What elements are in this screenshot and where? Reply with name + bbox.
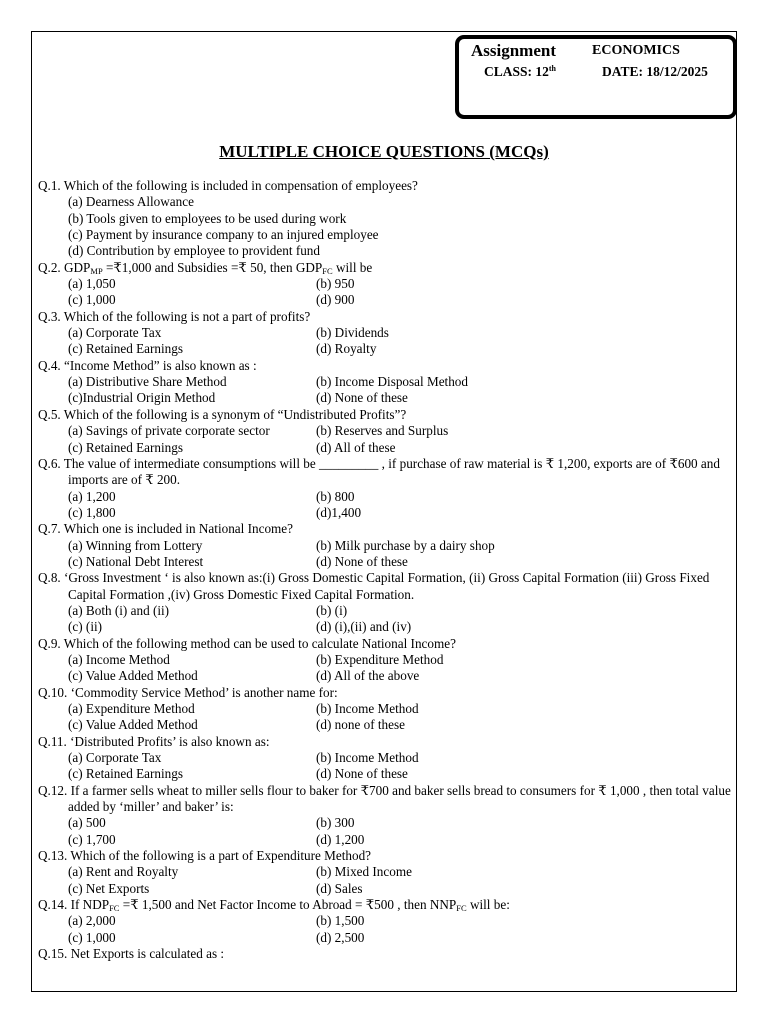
question-4	[38, 358, 734, 407]
question-text: Q.12. If a farmer sells wheat to miller sells flour to baker for ₹700 and baker sells bread to consumers for ₹ 1,000 , then total value added by ‘miller’ and baker’ is:	[38, 782, 731, 815]
option-b: (b) 300	[316, 815, 355, 831]
question-text: Q.11. ‘Distributed Profits’ is also known as:	[38, 733, 270, 749]
option-c: (c) 1,800	[68, 504, 116, 520]
question-text: Q.10. ‘Commodity Service Method’ is another name for:	[38, 684, 338, 700]
option-d: (d) Contribution by employee to provident fund	[68, 243, 320, 259]
option-d: (d)1,400	[316, 504, 362, 520]
option-b: (b) Dividends	[316, 325, 389, 341]
option-d: (d) None of these	[316, 766, 408, 782]
question-list	[38, 178, 734, 963]
option-b: (b) Tools given to employees to be used during work	[68, 210, 347, 226]
option-b: (b) Income Method	[316, 750, 419, 766]
class-label: CLASS: 12th	[484, 64, 557, 79]
option-d: (d) none of these	[316, 717, 405, 733]
option-c: (c) Value Added Method	[68, 668, 198, 684]
option-a: (a) 1,050	[68, 276, 116, 292]
option-b: (b) Income Disposal Method	[316, 374, 468, 390]
question-10	[38, 685, 734, 734]
question-5	[38, 407, 734, 456]
option-c: (c) (ii)	[68, 619, 103, 635]
question-text: Q.13. Which of the following is a part of Expenditure Method?	[38, 848, 372, 864]
option-c: (c) 1,700	[68, 831, 116, 847]
question-text: Q.3. Which of the following is not a part of profits?	[38, 308, 311, 324]
question-text: Q.9. Which of the following method can be used to calculate National Income?	[38, 635, 456, 651]
option-d: (d) All of the above	[316, 668, 420, 684]
date-label: DATE: 18/12/2025	[602, 64, 708, 79]
option-c: (c) Retained Earnings	[68, 766, 183, 782]
option-a: (a) Winning from Lottery	[68, 537, 203, 553]
option-c: (c) Retained Earnings	[68, 439, 183, 455]
option-d: (d) Sales	[316, 880, 363, 896]
option-d: (d) All of these	[316, 439, 396, 455]
option-b: (b) Income Method	[316, 701, 419, 716]
option-a: (a) Both (i) and (ii)	[68, 602, 170, 618]
option-a: (a) Dearness Allowance	[68, 194, 194, 210]
question-9	[38, 636, 734, 685]
option-b: (b) 1,500	[316, 913, 365, 929]
question-2	[38, 260, 734, 309]
option-d: (d) 900	[316, 292, 355, 308]
option-c: (c) Payment by insurance company to an injured employee	[68, 227, 379, 243]
assignment-label: Assignment	[471, 41, 557, 60]
option-d: (d) 1,200	[316, 831, 365, 847]
option-b: (b) 800	[316, 488, 355, 504]
option-b: (b) 950	[316, 276, 355, 292]
option-c: (c) 1,000	[68, 292, 116, 308]
question-text: Q.4. “Income Method” is also known as :	[38, 357, 257, 373]
subject-label: ECONOMICS	[592, 43, 680, 58]
option-a: (a) 500	[68, 815, 106, 831]
question-text: Q.7. Which one is included in National Income?	[38, 521, 294, 537]
question-7	[38, 521, 734, 570]
question-13	[38, 848, 734, 897]
question-3	[38, 309, 734, 358]
option-a: (a) Corporate Tax	[68, 750, 162, 766]
question-15	[38, 946, 734, 962]
option-d: (d) Royalty	[316, 341, 377, 357]
option-d: (d) None of these	[316, 390, 408, 406]
option-c: (c) 1,000	[68, 929, 116, 945]
assignment-header-box	[455, 35, 737, 119]
question-6	[38, 456, 734, 521]
option-a: (a) Rent and Royalty	[68, 864, 179, 880]
option-a: (a) Income Method	[68, 651, 170, 667]
option-a: (a) 2,000	[68, 913, 116, 929]
question-text: Q.8. ‘Gross Investment ‘ is also known as:(i) Gross Domestic Capital Formation, (ii) Gross Capital Formation (iii) Gross Fixed Capital Formation ,(iv) Gross Domestic Fixed Capital Formation.	[38, 570, 710, 602]
option-c: (c) National Debt Interest	[68, 553, 204, 569]
option-d: (d) (i),(ii) and (iv)	[316, 619, 412, 635]
question-text: Q.14. If $NDP_{FC}$ =₹ 1,500 and Net Factor Income to Abroad = ₹500 , then $NNP_{FC}$ will be:	[38, 897, 510, 914]
option-b: (b) (i)	[316, 602, 348, 618]
question-14	[38, 897, 734, 946]
question-1	[38, 178, 734, 260]
option-b: (b) Milk purchase by a dairy shop	[316, 537, 495, 553]
option-c: (c)Industrial Origin Method	[68, 390, 216, 406]
option-b: (b) Expenditure Method	[316, 651, 444, 667]
question-12	[38, 783, 734, 848]
question-text: Q.1. Which of the following is included in compensation of employees?	[38, 178, 418, 193]
question-text: Q.15. Net Exports is calculated as :	[38, 946, 225, 962]
question-text: Q.5. Which of the following is a synonym of “Undistributed Profits”?	[38, 406, 407, 422]
option-c: (c) Net Exports	[68, 880, 150, 896]
question-text: Q.6. The value of intermediate consumptions will be _________ , if purchase of raw material is ₹ 1,200, exports are of ₹600 and imports are of ₹ 200.	[38, 455, 720, 488]
option-d: (d) 2,500	[316, 929, 365, 945]
page-title: MULTIPLE CHOICE QUESTIONS (MCQs)	[219, 142, 549, 161]
question-8	[38, 570, 734, 635]
option-d: (d) None of these	[316, 553, 408, 569]
question-text: Q.2. $GDP_{MP}$ =₹1,000 and Subsidies =₹ 50, then $GDP_{FC}$ will be	[38, 259, 373, 276]
option-a: (a) Distributive Share Method	[68, 374, 227, 390]
option-a: (a) Expenditure Method	[68, 701, 195, 716]
option-b: (b) Reserves and Surplus	[316, 423, 449, 439]
option-c: (c) Retained Earnings	[68, 341, 183, 357]
option-c: (c) Value Added Method	[68, 717, 198, 733]
question-11	[38, 734, 734, 783]
option-a: (a) Savings of private corporate sector	[68, 423, 270, 439]
option-b: (b) Mixed Income	[316, 864, 412, 880]
option-a: (a) Corporate Tax	[68, 325, 162, 341]
option-a: (a) 1,200	[68, 488, 116, 504]
